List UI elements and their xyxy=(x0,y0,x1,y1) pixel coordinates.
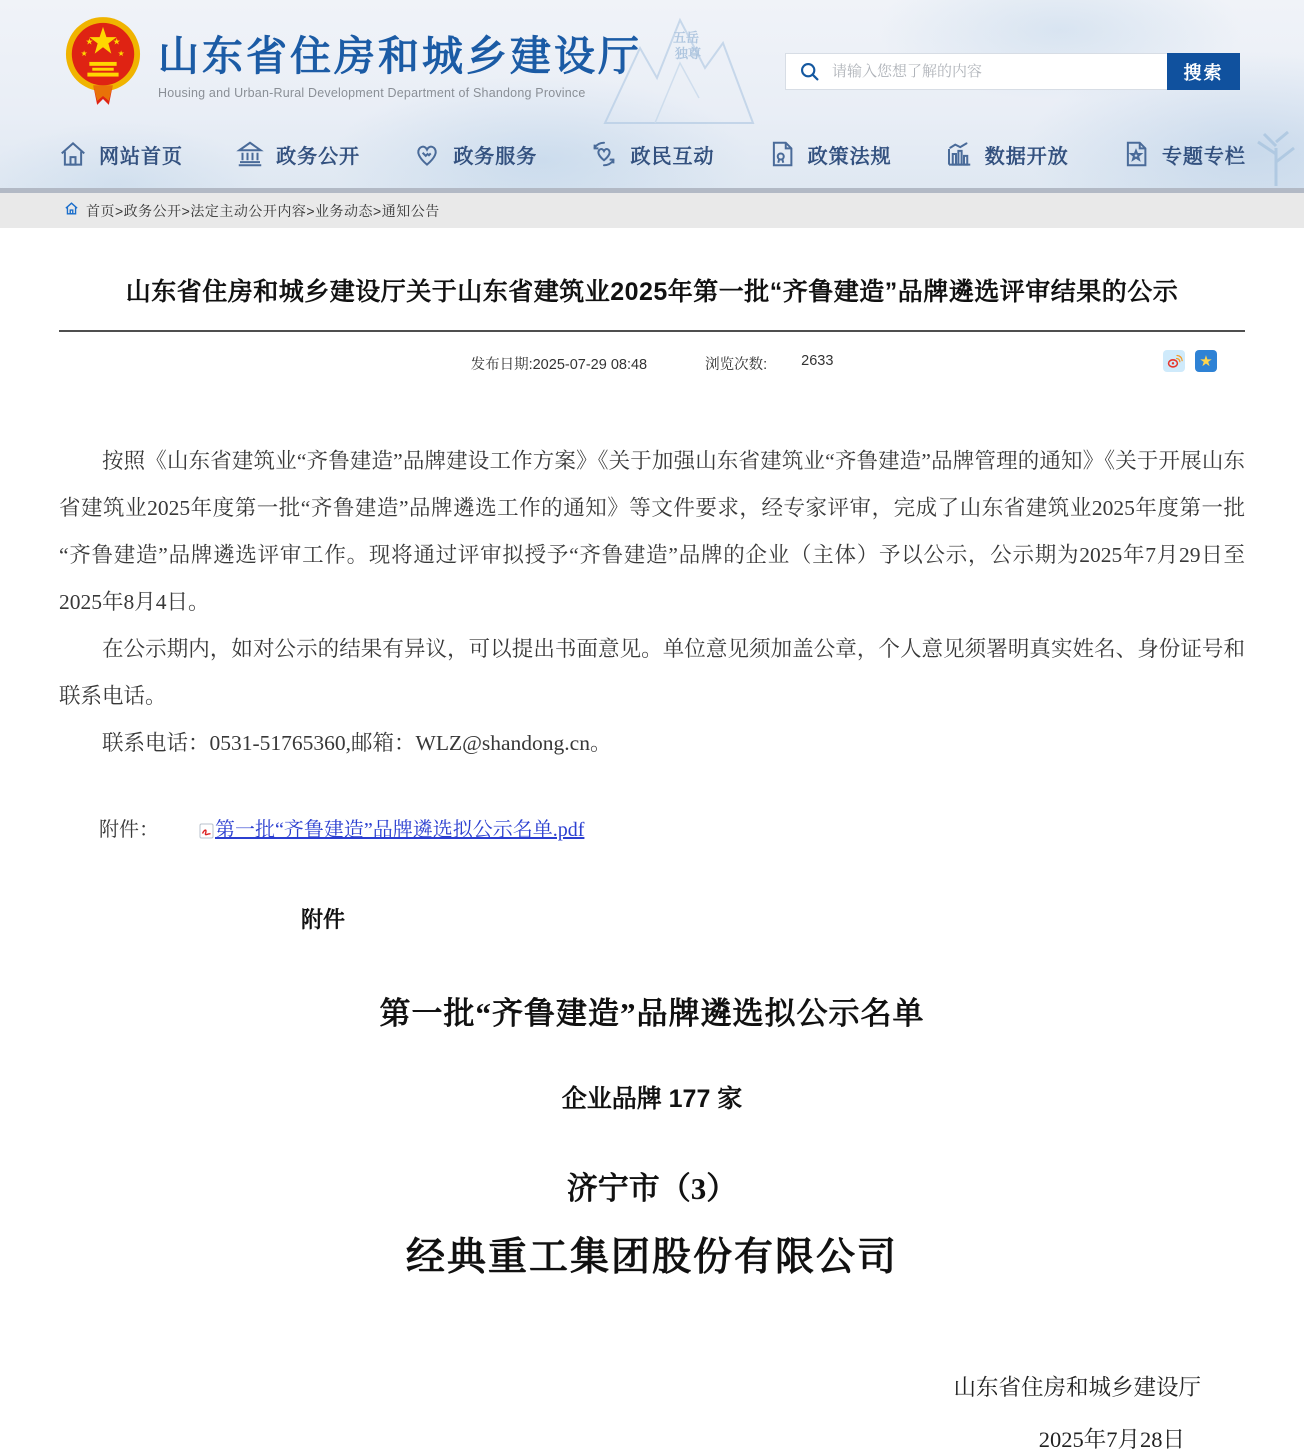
city-heading: 济宁市（3） xyxy=(566,1171,738,1206)
bar-chart-icon xyxy=(944,139,974,169)
meta-center xyxy=(59,348,1245,374)
svg-text:独尊: 独尊 xyxy=(675,46,702,61)
signature: 山东省住房和城乡建设厅 xyxy=(953,1375,1201,1400)
annex-label: 附件 xyxy=(301,907,346,932)
weibo-share-icon[interactable] xyxy=(1163,350,1185,372)
policy-doc-icon xyxy=(767,139,797,169)
paragraph-2: 在公示期内，如对公示的结果有异议，可以提出书面意见。单位意见须加盖公章，个人意见须署明真实姓名、身份证号和联系电话。 xyxy=(59,637,1245,708)
interaction-icon xyxy=(589,139,619,169)
national-emblem-logo xyxy=(64,12,142,106)
site-title: 山东省住房和城乡建设厅 xyxy=(158,33,642,79)
article-title: 山东省住房和城乡建设厅关于山东省建筑业2025年第一批“齐鲁建造”品牌遴选评审结果的公示 xyxy=(125,278,1179,306)
main-nav xyxy=(0,126,1304,188)
site-subtitle: Housing and Urban-Rural Development Department of Shandong Province xyxy=(158,86,586,101)
header-top xyxy=(0,0,1304,128)
signature-date: 2025年7月28日 xyxy=(1038,1427,1185,1452)
nav-item-policy[interactable] xyxy=(767,139,892,169)
brand-count: 企业品牌 177 家 xyxy=(561,1085,743,1113)
company-name: 经典重工集团股份有限公司 xyxy=(405,1236,898,1279)
nav-item-label: 政务公开 xyxy=(276,145,361,168)
search-button[interactable]: 搜索 xyxy=(1167,53,1240,90)
nav-item-interaction[interactable] xyxy=(589,139,714,169)
views-label: 浏览次数: xyxy=(705,357,768,373)
share-icons xyxy=(1163,350,1217,372)
svg-text:★: ★ xyxy=(85,36,94,47)
article-meta xyxy=(59,348,1245,376)
nav-item-gov-info[interactable] xyxy=(235,139,360,169)
nav-item-label: 政民互动 xyxy=(630,145,715,168)
article-body xyxy=(59,438,1245,857)
qzone-share-icon[interactable]: ★ xyxy=(1195,350,1217,372)
nav-item-home[interactable] xyxy=(58,139,183,169)
article-content xyxy=(59,272,1245,1454)
attachment-label: 附件： xyxy=(99,819,159,841)
views-count: 2633 xyxy=(801,353,834,369)
nav-item-label: 数据开放 xyxy=(984,145,1069,168)
pdf-file-icon xyxy=(159,810,214,857)
search-icon xyxy=(786,54,832,89)
publish-date: 发布日期:2025-07-29 08:48 xyxy=(470,357,648,373)
search-input[interactable] xyxy=(832,54,1167,89)
svg-text:★: ★ xyxy=(80,49,88,59)
breadcrumb-home-icon xyxy=(64,201,79,221)
views-group xyxy=(705,353,833,374)
site-header xyxy=(0,0,1304,193)
svg-text:★: ★ xyxy=(112,36,121,47)
search-box xyxy=(785,53,1240,90)
breadcrumb-path[interactable]: 首页>政务公开>法定主动公开内容>业务动态>通知公告 xyxy=(86,202,440,219)
attachment-link[interactable]: 第一批“齐鲁建造”品牌遴选拟公示名单.pdf xyxy=(215,819,585,841)
paragraph-1: 按照《山东省建筑业“齐鲁建造”品牌建设工作方案》《关于加强山东省建筑业“齐鲁建造”品牌管理的通知》《关于开展山东省建筑业2025年度第一批“齐鲁建造”品牌遴选工作的通知》等文件要求，经专家评审，完成了山东省建筑业2025年度第一批“齐鲁建造”品牌遴选评审工作。现将通过评审拟授予“齐鲁建造”品牌的企业（主体）予以公示，公示期为2025年7月29日至2025年8月4日。 xyxy=(59,449,1245,614)
document-preview xyxy=(59,903,1245,1454)
star-doc-icon xyxy=(1121,139,1151,169)
bank-icon xyxy=(235,139,265,169)
brand-block xyxy=(158,34,642,100)
breadcrumb xyxy=(0,193,1304,228)
nav-item-label: 网站首页 xyxy=(99,145,183,168)
handshake-icon xyxy=(412,139,442,169)
home-icon xyxy=(58,139,88,169)
nav-item-label: 政务服务 xyxy=(453,145,538,168)
nav-item-special[interactable] xyxy=(1121,139,1246,169)
nav-item-label: 专题专栏 xyxy=(1161,145,1246,168)
nav-item-data[interactable] xyxy=(944,139,1069,169)
svg-text:五岳: 五岳 xyxy=(673,30,700,45)
attachment-line xyxy=(59,807,1245,857)
title-divider xyxy=(59,330,1245,332)
nav-item-gov-service[interactable] xyxy=(412,139,537,169)
svg-text:★: ★ xyxy=(117,49,125,59)
document-title: 第一批“齐鲁建造”品牌遴选拟公示名单 xyxy=(379,996,925,1031)
paragraph-3: 联系电话：0531-51765360,邮箱：WLZ@shandong.cn。 xyxy=(102,731,612,755)
nav-item-label: 政策法规 xyxy=(807,145,892,168)
